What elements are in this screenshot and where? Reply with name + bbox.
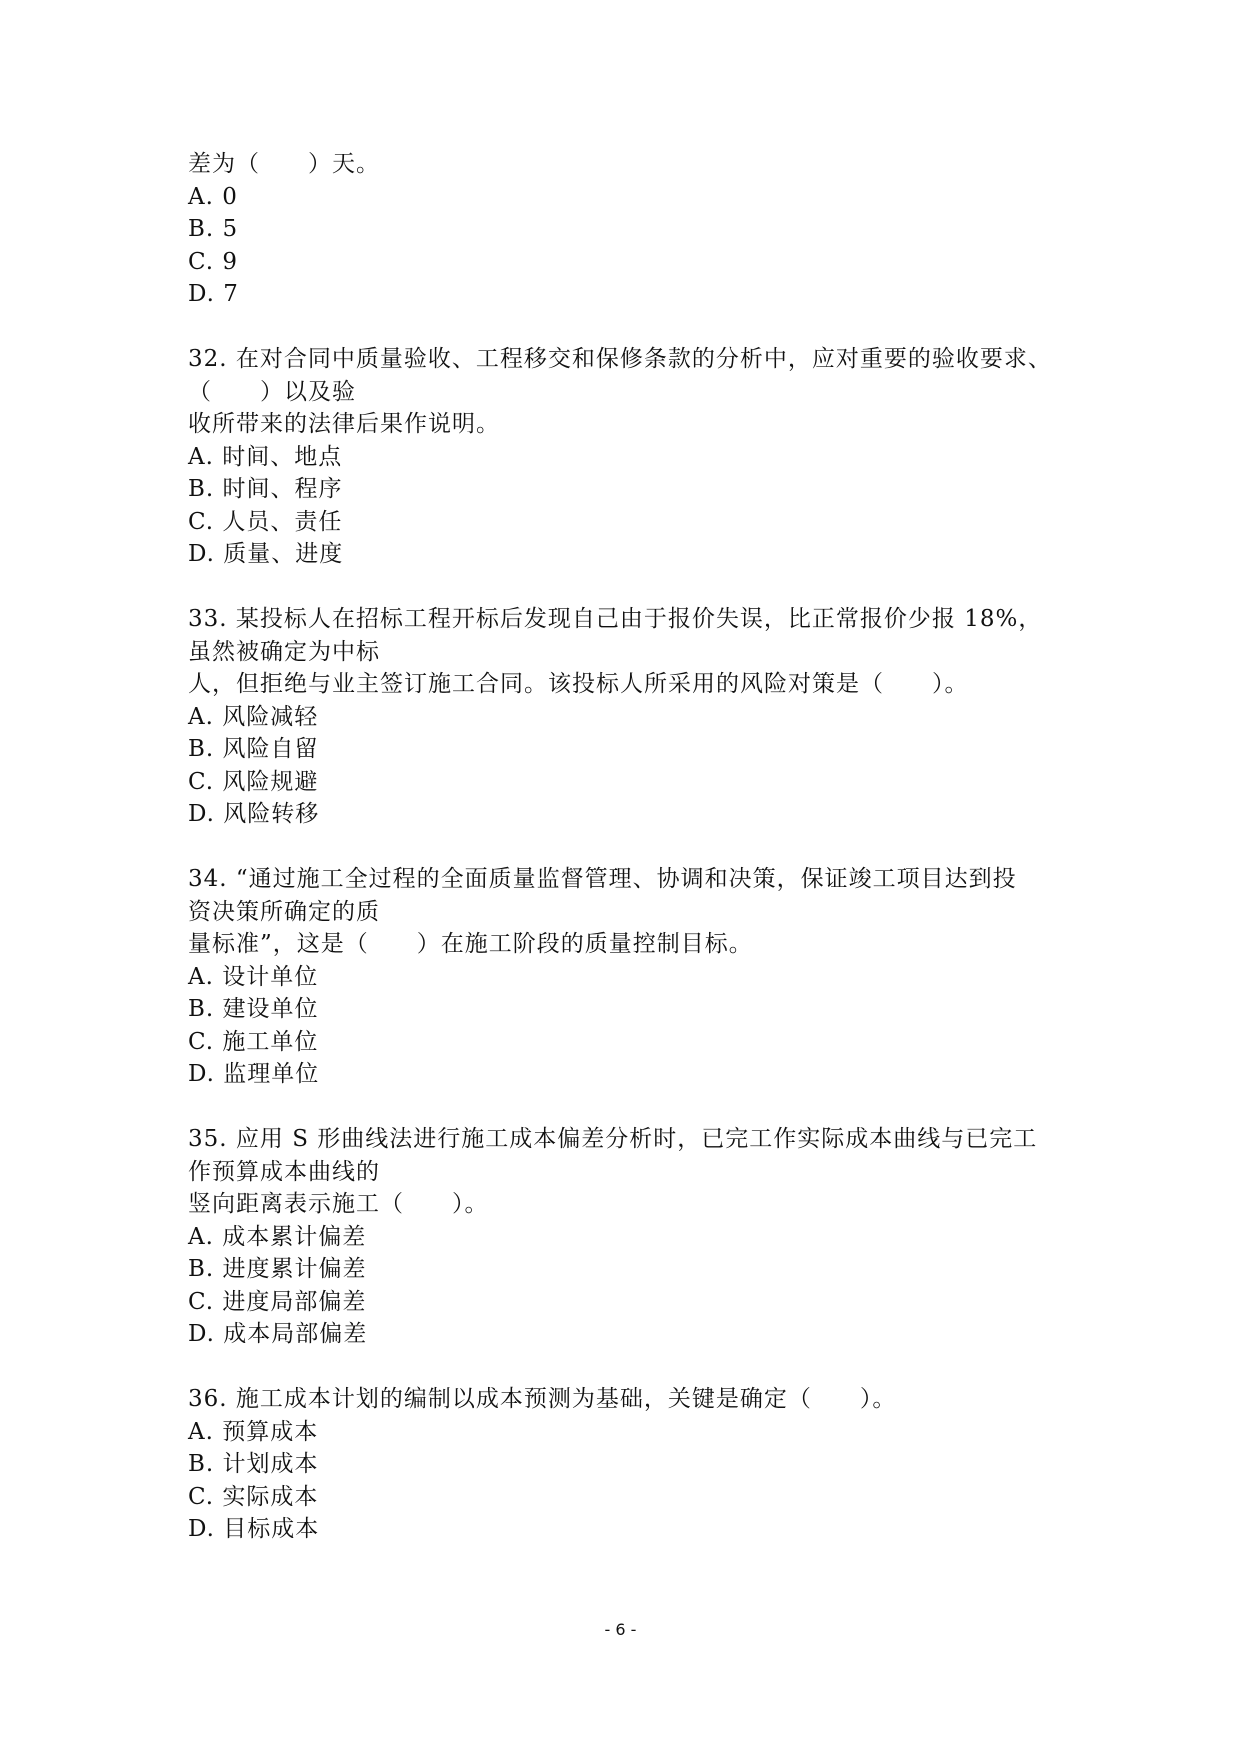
option-b: B. 时间、程序 xyxy=(188,476,343,502)
option-d: D. 质量、进度 xyxy=(188,541,344,567)
option-a: A. 成本累计偏差 xyxy=(188,1223,367,1250)
option-b: B. 建设单位 xyxy=(188,996,319,1022)
question-text: 33. 某投标人在招标工程开标后发现自己由于报价失误，比正常报价少报 18%， xyxy=(188,606,1043,632)
page-number: - 6 - xyxy=(604,1620,637,1639)
question-text: 资决策所确定的质 xyxy=(188,898,380,925)
question-block xyxy=(188,1383,1068,1546)
question-text: 作预算成本曲线的 xyxy=(188,1158,380,1185)
question-text: 34. “通过施工全过程的全面质量监督管理、协调和决策，保证竣工项目达到投 xyxy=(188,866,1017,892)
option-b: B. 5 xyxy=(188,216,239,242)
question-block xyxy=(188,1123,1068,1351)
question-text: 32. 在对合同中质量验收、工程移交和保修条款的分析中，应对重要的验收要求、 xyxy=(188,346,1052,372)
option-c: C. 进度局部偏差 xyxy=(188,1288,367,1315)
option-a: A. 设计单位 xyxy=(188,963,319,990)
question-text: 竖向距离表示施工（ ）。 xyxy=(188,1191,489,1217)
option-d: D. 目标成本 xyxy=(188,1516,320,1542)
option-a: A. 0 xyxy=(188,183,238,210)
option-b: B. 进度累计偏差 xyxy=(188,1256,367,1282)
option-c: C. 施工单位 xyxy=(188,1028,319,1055)
option-b: B. 风险自留 xyxy=(188,736,319,762)
question-content xyxy=(188,148,1068,1546)
question-block xyxy=(188,603,1068,831)
option-c: C. 9 xyxy=(188,248,239,275)
option-d: D. 风险转移 xyxy=(188,801,320,827)
question-block xyxy=(188,148,1068,311)
option-a: A. 风险减轻 xyxy=(188,703,319,730)
question-text: 差为（ ）天。 xyxy=(188,151,380,177)
question-block xyxy=(188,863,1068,1091)
spacer xyxy=(188,831,1068,864)
spacer xyxy=(188,1351,1068,1384)
option-c: C. 人员、责任 xyxy=(188,508,343,535)
option-d: D. 成本局部偏差 xyxy=(188,1321,368,1347)
question-text: 人，但拒绝与业主签订施工合同。该投标人所采用的风险对策是（ ）。 xyxy=(188,671,969,697)
spacer xyxy=(188,571,1068,604)
option-c: C. 实际成本 xyxy=(188,1483,319,1510)
option-b: B. 计划成本 xyxy=(188,1451,319,1477)
option-d: D. 监理单位 xyxy=(188,1061,320,1087)
spacer xyxy=(188,1091,1068,1124)
question-text: 35. 应用 S 形曲线法进行施工成本偏差分析时，已完工作实际成本曲线与已完工 xyxy=(188,1126,1038,1152)
spacer xyxy=(188,311,1068,344)
question-text: 量标准”，这是（ ）在施工阶段的质量控制目标。 xyxy=(188,931,753,957)
question-block xyxy=(188,343,1068,571)
question-text: 收所带来的法律后果作说明。 xyxy=(188,411,500,437)
question-text: （ ）以及验 xyxy=(188,378,356,405)
question-text: 虽然被确定为中标 xyxy=(188,638,380,665)
option-c: C. 风险规避 xyxy=(188,768,319,795)
question-text: 36. 施工成本计划的编制以成本预测为基础，关键是确定（ ）。 xyxy=(188,1386,897,1412)
option-a: A. 预算成本 xyxy=(188,1418,319,1445)
option-d: D. 7 xyxy=(188,281,239,307)
option-a: A. 时间、地点 xyxy=(188,443,343,470)
